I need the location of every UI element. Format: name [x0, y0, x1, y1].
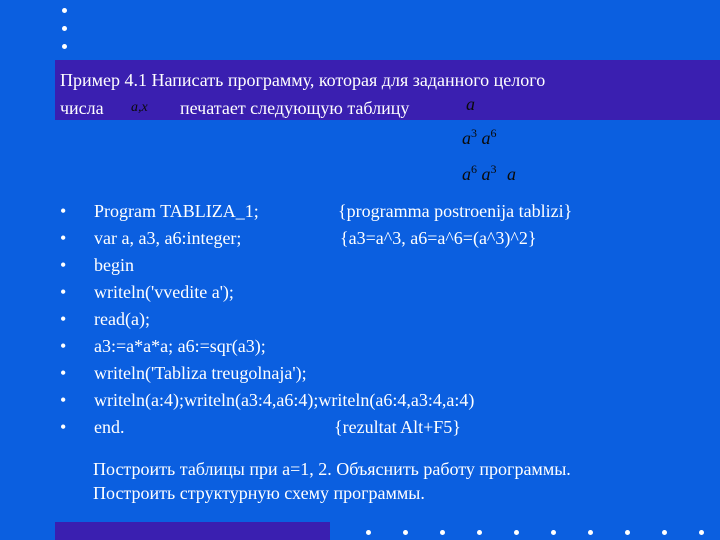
decor-dot [403, 530, 408, 535]
bullet: • [60, 417, 67, 437]
code-comment: {rezultat Alt+F5} [334, 417, 461, 437]
footer-band [55, 522, 330, 540]
table-cell: a [462, 164, 471, 184]
bullet: • [60, 336, 67, 356]
code-text: read(a); [94, 309, 150, 329]
table-cell: a [481, 164, 491, 184]
decor-dot [477, 530, 482, 535]
bullet: • [60, 390, 67, 410]
table-cell: a [466, 94, 475, 114]
bullet: • [60, 228, 67, 248]
bullet: • [60, 309, 67, 329]
bullet: • [60, 282, 67, 302]
table-exponent: 6 [471, 162, 477, 176]
decor-dot [62, 8, 67, 13]
code-text: writeln('vvedite a'); [94, 282, 234, 302]
table-cell: a [481, 128, 491, 148]
table-exponent: 6 [490, 126, 497, 140]
decor-dot [662, 530, 667, 535]
bullet: • [60, 255, 67, 275]
header-line-2-suffix: печатает следующую таблицу [180, 98, 410, 118]
decor-dot [625, 530, 630, 535]
code-text: begin [94, 255, 134, 275]
code-text: a3:=a*a*a; a6:=sqr(a3); [94, 336, 266, 356]
code-text: Program TABLIZA_1; [94, 201, 259, 221]
table-row-3 [462, 162, 516, 185]
table-row-2 [462, 126, 497, 149]
bullet: • [60, 363, 67, 383]
code-comment: {a3=a^3, a6=a^6=(a^3)^2} [340, 228, 537, 248]
table-cell: a [462, 128, 471, 148]
task-line-1: Построить таблицы при a=1, 2. Объяснить работу программы. [93, 459, 571, 479]
header-line-1: Пример 4.1 Написать программу, которая для заданного целого [60, 70, 546, 90]
table-exponent: 3 [490, 162, 497, 176]
task-line-2: Построить структурную схему программы. [93, 483, 425, 503]
code-text: var a, a3, a6:integer; [94, 228, 242, 248]
code-comment: {programma postroenija tablizi} [338, 201, 573, 221]
decor-dot [551, 530, 556, 535]
table-cell: a [507, 164, 516, 184]
code-text: writeln(a:4);writeln(a3:4,a6:4);writeln(a6:4,a3:4,a:4) [94, 390, 475, 410]
decor-dot [514, 530, 519, 535]
bullet: • [60, 201, 67, 221]
header-line-2-prefix: числа [60, 98, 104, 118]
decor-dot [62, 26, 67, 31]
table-exponent: 3 [471, 126, 477, 140]
decor-dot [588, 530, 593, 535]
decor-dot [440, 530, 445, 535]
decor-dot [366, 530, 371, 535]
decor-dot [62, 44, 67, 49]
decor-dot [699, 530, 704, 535]
table-row-1 [466, 94, 475, 115]
code-text: writeln('Tabliza treugolnaja'); [94, 363, 307, 383]
header-variable: a,x [131, 100, 148, 115]
code-text: end. [94, 417, 125, 437]
